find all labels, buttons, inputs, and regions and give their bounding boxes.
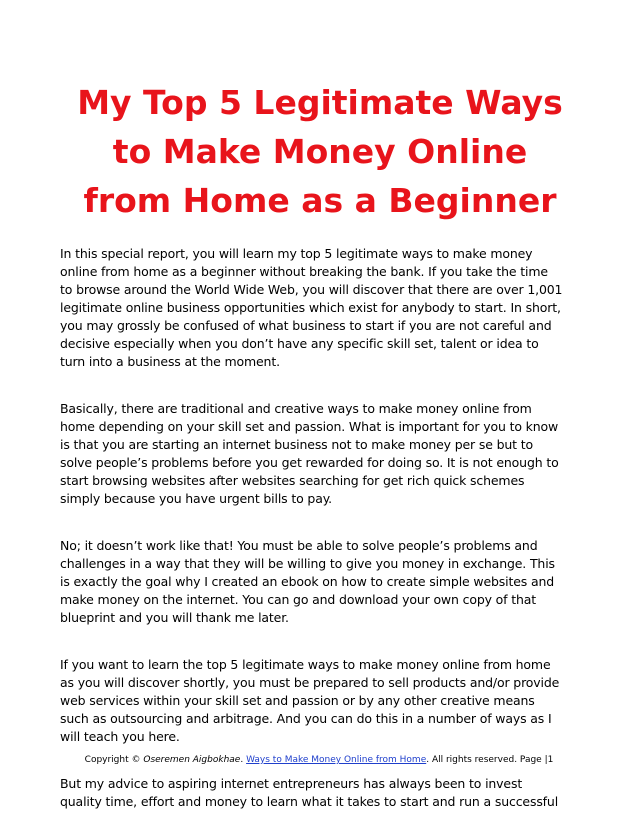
title-line: to Make Money Online — [112, 132, 528, 171]
text-line: In this special report, you will learn my top 5 legitimate ways to make money — [60, 246, 533, 261]
text-line: legitimate online business opportunities which exist for anybody to start. In short, — [60, 300, 561, 315]
paragraph-intro — [60, 245, 580, 371]
text-line: quality time, effort and money to learn what it takes to start and run a successful — [60, 794, 559, 809]
title-line: My Top 5 Legitimate Ways — [77, 83, 563, 122]
page-title — [40, 78, 600, 225]
text-line: such as outsourcing and arbitrage. And you can do this in a number of ways as I — [60, 711, 552, 726]
text-line: If you want to learn the top 5 legitimate ways to make money online from home — [60, 657, 551, 672]
text-line: web services within your skill set and passion or by any other creative means — [60, 693, 535, 708]
paragraph-advice — [60, 775, 580, 811]
text-line: to browse around the World Wide Web, you will discover that there are over 1,001 — [60, 282, 563, 297]
text-line: make money on the internet. You can go and download your own copy of that — [60, 592, 537, 607]
report-body — [60, 245, 580, 840]
paragraph-basically — [60, 400, 580, 508]
text-line: start browsing websites after websites searching for get rich quick schemes — [60, 473, 525, 488]
text-line: blueprint and you will thank me later. — [60, 610, 289, 625]
footer-suffix: . All rights reserved. Page |1 — [426, 755, 554, 765]
text-line: home depending on your skill set and passion. What is important for you to know — [60, 419, 559, 434]
text-line: will teach you here. — [60, 729, 180, 744]
text-line: online from home as a beginner without breaking the bank. If you take the time — [60, 264, 548, 279]
text-line: you may grossly be confused of what business to start if you are not careful and — [60, 318, 552, 333]
page-footer — [0, 754, 638, 766]
text-line: challenges in a way that they will be willing to give you money in exchange. This — [60, 556, 555, 571]
author-name: Oseremen Aigbokhae — [143, 755, 241, 765]
text-line: Basically, there are traditional and creative ways to make money online from — [60, 401, 532, 416]
text-line: decisive especially when you don’t have any specific skill set, talent or idea to — [60, 336, 539, 351]
title-line: from Home as a Beginner — [83, 181, 557, 220]
text-line: No; it doesn’t work like that! You must be able to solve people’s problems and — [60, 538, 538, 553]
text-line: is that you are starting an internet business not to make money per se but to — [60, 437, 533, 452]
text-line: But my advice to aspiring internet entrepreneurs has always been to invest — [60, 776, 523, 791]
paragraph-no — [60, 537, 580, 627]
copyright-prefix: Copyright © — [84, 755, 144, 765]
footer-separator: . — [240, 755, 247, 765]
footer-link[interactable]: Ways to Make Money Online from Home — [246, 755, 427, 765]
text-line: is exactly the goal why I created an ebook on how to create simple websites and — [60, 574, 555, 589]
paragraph-if-you-want — [60, 656, 580, 746]
text-line: solve people’s problems before you get rewarded for doing so. It is not enough to — [60, 455, 559, 470]
text-line: as you will discover shortly, you must be prepared to sell products and/or provide — [60, 675, 560, 690]
text-line: turn into a business at the moment. — [60, 354, 280, 369]
text-line: simply because you have urgent bills to pay. — [60, 491, 332, 506]
